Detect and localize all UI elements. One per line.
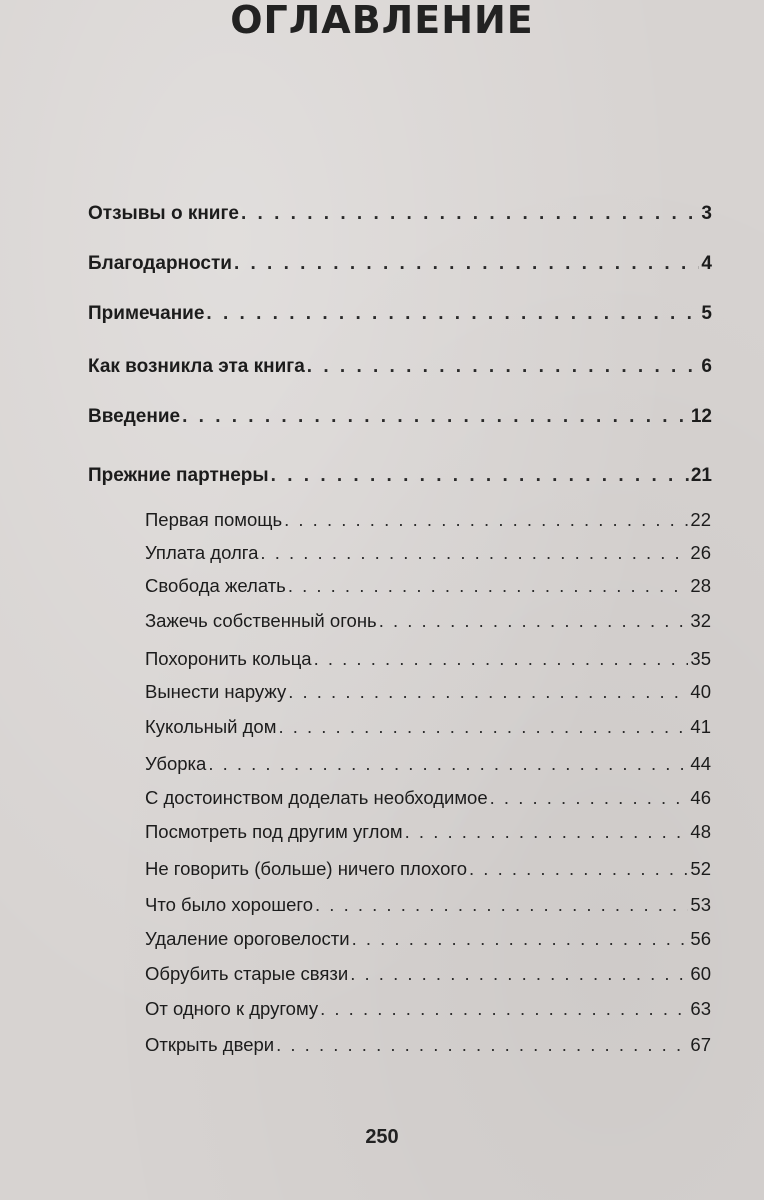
toc-entry-main bbox=[88, 351, 712, 383]
toc-entry-title: Зажечь собственный огонь bbox=[145, 610, 377, 631]
dot-leader bbox=[350, 958, 688, 990]
toc-entry-page: 60 bbox=[690, 963, 711, 984]
toc-entry-sub bbox=[145, 676, 711, 708]
toc-entry-sub bbox=[145, 711, 711, 743]
toc-entry-page: 12 bbox=[690, 406, 712, 427]
toc-entry-page: 67 bbox=[690, 1034, 711, 1055]
dot-leader bbox=[276, 1029, 688, 1061]
toc-entry-page: 52 bbox=[690, 858, 711, 879]
toc-entry-main bbox=[88, 298, 712, 330]
toc-entry-title: Прежние партнеры bbox=[88, 465, 269, 486]
dot-leader bbox=[490, 782, 689, 814]
toc-entry-main bbox=[88, 248, 712, 280]
toc-entry-title: Вынести наружу bbox=[145, 681, 287, 702]
toc-entry-page: 26 bbox=[690, 542, 711, 563]
toc-entry-page: 44 bbox=[690, 753, 711, 774]
toc-entry-title: Уплата долга bbox=[145, 542, 259, 563]
toc-entry-sub bbox=[145, 782, 711, 814]
dot-leader bbox=[405, 816, 689, 848]
dot-leader bbox=[278, 711, 688, 743]
toc-entry-page: 41 bbox=[690, 716, 711, 737]
dot-leader bbox=[352, 923, 689, 955]
toc-entry-page: 48 bbox=[690, 821, 711, 842]
dot-leader bbox=[379, 605, 689, 637]
toc-entry-title: Кукольный дом bbox=[145, 716, 277, 737]
dot-leader bbox=[241, 198, 699, 230]
dot-leader bbox=[307, 351, 700, 383]
toc-entry-sub bbox=[145, 1029, 711, 1061]
toc-entry-title: Введение bbox=[88, 406, 181, 427]
toc-entry-sub bbox=[145, 993, 711, 1025]
toc-entry-title: Похоронить кольца bbox=[145, 648, 312, 669]
dot-leader bbox=[469, 853, 688, 885]
toc-entry-page: 32 bbox=[690, 610, 711, 631]
toc-entry-sub bbox=[145, 853, 711, 885]
toc-entry-page: 21 bbox=[690, 465, 712, 486]
dot-leader bbox=[314, 643, 689, 675]
toc-entry-page: 3 bbox=[701, 203, 712, 224]
toc-entry-page: 5 bbox=[701, 303, 712, 324]
toc-entry-sub bbox=[145, 748, 711, 780]
toc-entry-page: 6 bbox=[701, 356, 712, 377]
dot-leader bbox=[206, 298, 699, 330]
toc-entry-page: 4 bbox=[701, 253, 712, 274]
toc-entry-main bbox=[88, 401, 712, 433]
toc-entry-title: Первая помощь bbox=[145, 509, 283, 530]
toc-entry-page: 56 bbox=[690, 928, 711, 949]
toc-entry-title: Удаление ороговелости bbox=[145, 928, 350, 949]
toc-entry-sub bbox=[145, 816, 711, 848]
toc-entry-sub bbox=[145, 643, 711, 675]
toc-entry-sub bbox=[145, 605, 711, 637]
toc-entry-sub bbox=[145, 958, 711, 990]
dot-leader bbox=[288, 570, 689, 602]
toc-entry-title: Не говорить (больше) ничего плохого bbox=[145, 858, 468, 879]
toc-entry-sub bbox=[145, 537, 711, 569]
toc-entry-main bbox=[88, 460, 712, 492]
toc-entry-title: Обрубить старые связи bbox=[145, 963, 349, 984]
dot-leader bbox=[234, 248, 699, 280]
toc-entry-sub bbox=[145, 504, 711, 536]
toc-entry-page: 28 bbox=[690, 575, 711, 596]
page-number: 250 bbox=[365, 1126, 399, 1148]
dot-leader bbox=[315, 889, 688, 921]
toc-entry-title: Примечание bbox=[88, 303, 205, 324]
toc-entry-title: Свобода желать bbox=[145, 575, 286, 596]
page-title: ОГЛАВЛЕНИЕ bbox=[230, 0, 534, 42]
dot-leader bbox=[284, 504, 688, 536]
toc-entry-page: 63 bbox=[690, 998, 711, 1019]
toc-entry-title: Уборка bbox=[145, 753, 207, 774]
dot-leader bbox=[260, 537, 688, 569]
toc-entry-title: Посмотреть под другим углом bbox=[145, 821, 403, 842]
dot-leader bbox=[182, 401, 689, 433]
dot-leader bbox=[208, 748, 688, 780]
toc-entry-title: Благодарности bbox=[88, 253, 232, 274]
toc-entry-title: Открыть двери bbox=[145, 1034, 275, 1055]
toc-entry-title: Что было хорошего bbox=[145, 894, 314, 915]
toc-entry-page: 46 bbox=[690, 787, 711, 808]
toc-entry-title: С достоинством доделать необходимое bbox=[145, 787, 488, 808]
toc-entry-sub bbox=[145, 923, 711, 955]
toc-entry-page: 35 bbox=[690, 648, 711, 669]
toc-entry-page: 40 bbox=[690, 681, 711, 702]
toc-entry-title: Отзывы о книге bbox=[88, 203, 239, 224]
dot-leader bbox=[320, 993, 688, 1025]
dot-leader bbox=[271, 460, 689, 492]
toc-entry-main bbox=[88, 198, 712, 230]
toc-entry-sub bbox=[145, 889, 711, 921]
toc-entry-sub bbox=[145, 570, 711, 602]
toc-entry-page: 53 bbox=[690, 894, 711, 915]
toc-entry-title: От одного к другому bbox=[145, 998, 319, 1019]
dot-leader bbox=[288, 676, 688, 708]
toc-entry-page: 22 bbox=[690, 509, 711, 530]
toc-entry-title: Как возникла эта книга bbox=[88, 356, 305, 377]
